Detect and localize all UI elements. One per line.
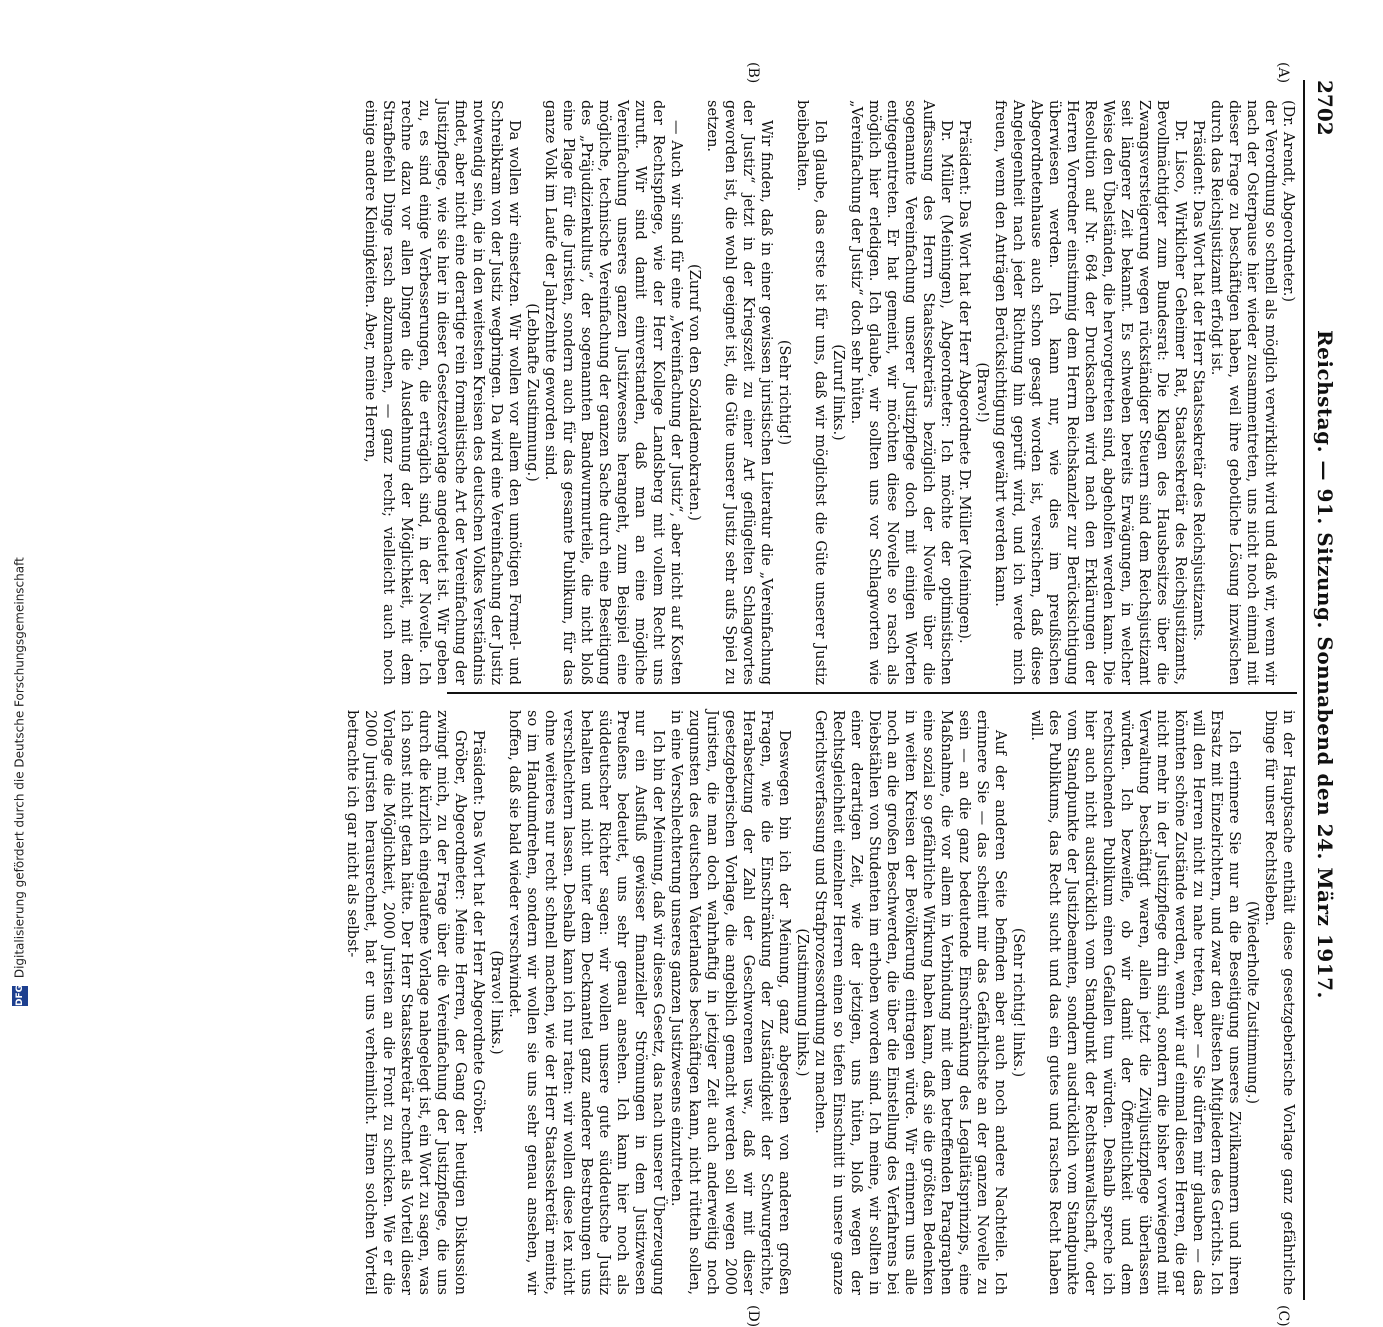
left-column-paragraph: Ich glaube, das erste ist für uns, daß wir möglichst die Güte unserer Justiz beibehalten. <box>794 100 828 685</box>
running-head: Reichstag. — 91. Sitzung. Sonnabend den 24. März 1917. <box>1313 330 1337 999</box>
right-column-paragraph: Ich bin der Meinung, daß wir dieses Gesetz, das nach unserer Überzeugung nur ein Ausfluß gewisser finanzieller Strömungen in dem Justizwesen Preußens bedeutet, uns sehr genau ansehen. Ich kann hier noch als süddeutscher Richter sagen: wir wollen unsere gute süddeutsche Justiz behalten und nicht unter dem Deckmantel ganz anderer Bestrebungen uns verschlechtern lassen. Deshalb kann ich nur raten: wir wollen diese lex nicht ohne weiteres nur recht schnell machen, wie der Herr Staatssekretär meinte, so im Handumdrehen, sondern wir wollen sie uns sehr genau ansehen, wir hoffen, daß sie bald wieder verschwindet. <box>506 710 666 1295</box>
right-column-paragraph: Deswegen bin ich der Meinung, ganz abgesehen von anderen großen Fragen, wie die Einschränkung der Zuständigkeit der Schwurgerichte, Herabsetzung der Zahl der Geschworenen usw., daß wir mit dieser gesetzgeberischen Vorlage, die angeblich gemacht werden soll wegen 2000 Juristen, die man doch wahrhaftig in jetziger Zeit auch anderweitig noch zugunsten des deutschen Vaterlandes beschäftigen kann, nicht rütteln sollen, in eine Verschlechterung unseres ganzen Justizwesens einzutreten. <box>668 710 792 1295</box>
left-column-paragraph: (Zuruf links.) <box>830 344 846 441</box>
margin-marker-a: (A) <box>1275 62 1291 84</box>
right-column-paragraph: (Bravo! links.) <box>488 950 504 1055</box>
left-column-paragraph: (Zuruf von den Sozialdemokraten.) <box>686 264 702 521</box>
left-column-paragraph: der Verordnung so schnell als möglich verwirklicht wird und daß wir, wenn wir nach der Osterpause hier wieder zusammentreten, uns nicht noch einmal mit dieser Frage zu beschäftigen haben, weil ihre gebotliche Lösung inzwischen durch das Reichsjustizamt erfolgt ist. <box>1208 100 1278 685</box>
right-column-paragraph: in der Hauptsache enthält diese gesetzgeberische Vorlage ganz gefährliche Dinge für unser Rechtsleben. <box>1262 710 1296 1295</box>
left-column-paragraph: — Auch wir sind für eine „Vereinfachung der Justiz“, aber nicht auf Kosten der Rechtspflege, wie der Herr Kollege Landsberg mit vollem Recht uns zuruft. Wir sind damit einverstanden, daß man an eine mögliche Vereinfachung unseres ganzen Justizwesens herangeht, zum Beispiel eine mögliche, technische Vereinfachung der ganzen Sache durch eine Beseitigung des „Präjudizienkultus“, der sogenannten Bandwurmurteile, die nicht bloß eine Plage für die Juristen, sondern auch für das gesamte Publikum, für das ganze Volk im Laufe der Jahrzehnte geworden sind. <box>542 100 684 685</box>
left-column-paragraph: (Bravo!) <box>974 362 990 423</box>
left-column-paragraph: Wir finden, daß in einer gewissen juristischen Literatur die „Vereinfachung der Justiz“ jetzt in der Kriegszeit zu einer Art geflügelten Schlagwortes geworden ist, die wohl geeignet ist, die Güte unserer Justiz sehr aufs Spiel zu setzen. <box>704 100 774 685</box>
dfg-logo: DFG <box>12 986 28 1006</box>
left-column-paragraph: Präsident: Das Wort hat der Herr Abgeordnete Dr. Müller (Meiningen). <box>956 120 972 644</box>
right-column-paragraph: (Wiederholte Zustimmung.) <box>1244 900 1260 1105</box>
right-column-paragraph: Auf der anderen Seite befinden aber auch noch andere Nachteile. Ich erinnere Sie — das scheint mir das Gefährlichste an der ganzen Novelle zu sein — an die ganz bedeutende Einschränkung des Legalitätsprinzips, eine Maßnahme, die vor allem in Verbindung mit dem betreffenden Paragraphen eine sozial so gefährliche Wirkung haben kann, daß sie die größten Bedenken in weiten Kreisen der Bevölkerung eintragen würde. Wir erinnern uns alle noch an die großen Beschwerden, die über die Einstellung des Verfahrens bei Diebstählen von Studenten im erhoben worden sind. Ich meine, wir sollten in einer derartigen Zeit, wie der jetzigen, uns hüten, bloß wegen der Rechtsgleichheit einzelner Herren einen so tiefen Einschnitt in unsere ganze Gerichtsverfassung und Strafprozessordnung zu machen. <box>812 710 1008 1295</box>
right-column-paragraph: Präsident: Das Wort hat der Herr Abgeordnete Gröber. <box>470 730 486 1135</box>
header-rule <box>1303 80 1305 1300</box>
page-number: 2702 <box>1313 80 1337 136</box>
right-column-paragraph: (Sehr richtig! links.) <box>1010 927 1026 1078</box>
margin-marker-c: (C) <box>1275 1305 1291 1327</box>
right-column-paragraph: (Zustimmung links.) <box>794 928 810 1077</box>
left-text-column <box>361 100 1297 685</box>
footer-credit: Digitalisierung gefördert durch die Deutsche Forschungsgemeinschaft <box>12 557 27 979</box>
column-divider <box>447 692 1297 694</box>
right-column-paragraph: Ich erinnere Sie nur an die Beseitigung unseres Zivilkammern und ihren Ersatz mit Einzelrichtern, und zwar den ältesten Mitgliedern des Gerichts. Ich will den Herren nicht zu nahe treten, aber — Sie dürfen mir glauben — das könnten schöne Zustände werden, wenn wir auf einmal diesen Herren, die gar nicht mehr in der Justizpflege drin sind, sondern die bisher vorwiegend mit Verwaltung beschäftigt waren, allein jetzt die Ziviljustizpflege überlassen würden. Ich bezweifle, ob wir damit der Öffentlichkeit und dem rechtsuchenden Publikum einen Gefallen tun würden. Deshalb spreche ich hier auch nicht ausdrücklich vom Standpunkt der Rechtsanwaltschaft, oder vom Standpunkte der Justizbeamten, sondern ausdrücklich vom Standpunkte des Publikums, das Recht sucht und das ein gutes und rasches Recht haben will. <box>1028 710 1242 1295</box>
right-text-column <box>343 710 1297 1295</box>
page-header <box>1307 80 1337 1300</box>
left-column-paragraph: (Lebhafte Zustimmung.) <box>524 303 540 482</box>
left-column-paragraph: Dr. Lisco, Wirklicher Geheimer Rat, Staatssekretär des Reichsjustizamts, Bevollmächtigter zum Bundesrat: Die Klagen des Hausbesitzes über die Zwangsversteigerung wegen rückständiger Steuern sind dem Reichsjustizamt seit längerer Zeit bekannt. Es schweben bereits Erwägungen, in welcher Weise den Übelständen, die hervorgetreten sind, abgeholfen werden kann. Die Resolution auf Nr. 684 der Drucksachen wird nach den Erklärungen der Herren Vorredner einstimmig dem Herrn Reichskanzler zur Berücksichtigung überwiesen werden. Ich kann nur, wie dies im preußischen Abgeordnetenhause auch schon gesagt worden ist, versichern, daß diese Angelegenheit nach jeder Richtung hin geprüft wird, und ich werde mich freuen, wenn den Anträgen Berücksichtigung gewährt werden kann. <box>992 100 1188 685</box>
right-column-paragraph: Gröber, Abgeordneter: Meine Herren, der Gang der heutigen Diskussion zwingt mich, zu der Frage über die Vereinfachung der Justizpflege, die uns durch die kürzlich eingelaufene Vorlage nahegelegt ist, ein Wort zu sagen, was ich sonst nicht getan hätte. Der Herr Staatssekretär rechnet als Vorteil dieser Vorlage die Möglichkeit, 2000 Juristen an die Front zu schicken. Wie er die 2000 Juristen herausrechnet, hat er uns verheimlicht. Einen solchen Vorteil betrachte ich gar nicht als selbst- <box>344 710 468 1295</box>
left-column-paragraph: Präsident: Das Wort hat der Herr Staatssekretär des Reichsjustizamts. <box>1190 120 1206 642</box>
margin-marker-d: (D) <box>745 1305 761 1327</box>
left-column-paragraph: Dr. Müller (Meiningen), Abgeordneter: Ich möchte der optimistischen Auffassung des Herrn Staatssekretärs bezüglich der Novelle über die sogenannte Vereinfachung unserer Justizpflege doch mit einigen Worten entgegentreten. Er hat gemeint, wir möchten diese Novelle so rasch als möglich hier erledigen. Ich glaube, wir sollten uns vor Schlagworten wie „Vereinfachung der Justiz“ doch sehr hüten. <box>848 100 954 685</box>
digitization-footer <box>12 16 34 1006</box>
left-column-paragraph: (Dr. Arendt, Abgeordneter.) <box>1280 100 1296 302</box>
left-column-paragraph: (Sehr richtig!) <box>776 339 792 446</box>
margin-marker-b: (B) <box>745 62 761 84</box>
left-column-paragraph: Da wollen wir einsetzen. Wir wollen vor allem den unnötigen Formel- und Schreibkram von der Justiz wegbringen. Da wird eine Vereinfachung der Justiz notwendig sein, die in den weitesten Kreisen des deutschen Volkes Verständnis findet, aber nicht eine derartige rein formalistische Art der Vereinfachung der Justizpflege, wie sie hier in dieser Gesetzesvorlage angedeutet ist. Wir geben zu, es sind einige Verbesserungen, die erträglich sind, in der Novelle. Ich rechne dazu vor allen Dingen die Ausdehnung der Möglichkeit, mit dem Strafbefehl Dinge rasch abzumachen, — ganz recht; vielleicht auch noch einige andere Kleinigkeiten. Aber, meine Herren, <box>362 100 522 685</box>
